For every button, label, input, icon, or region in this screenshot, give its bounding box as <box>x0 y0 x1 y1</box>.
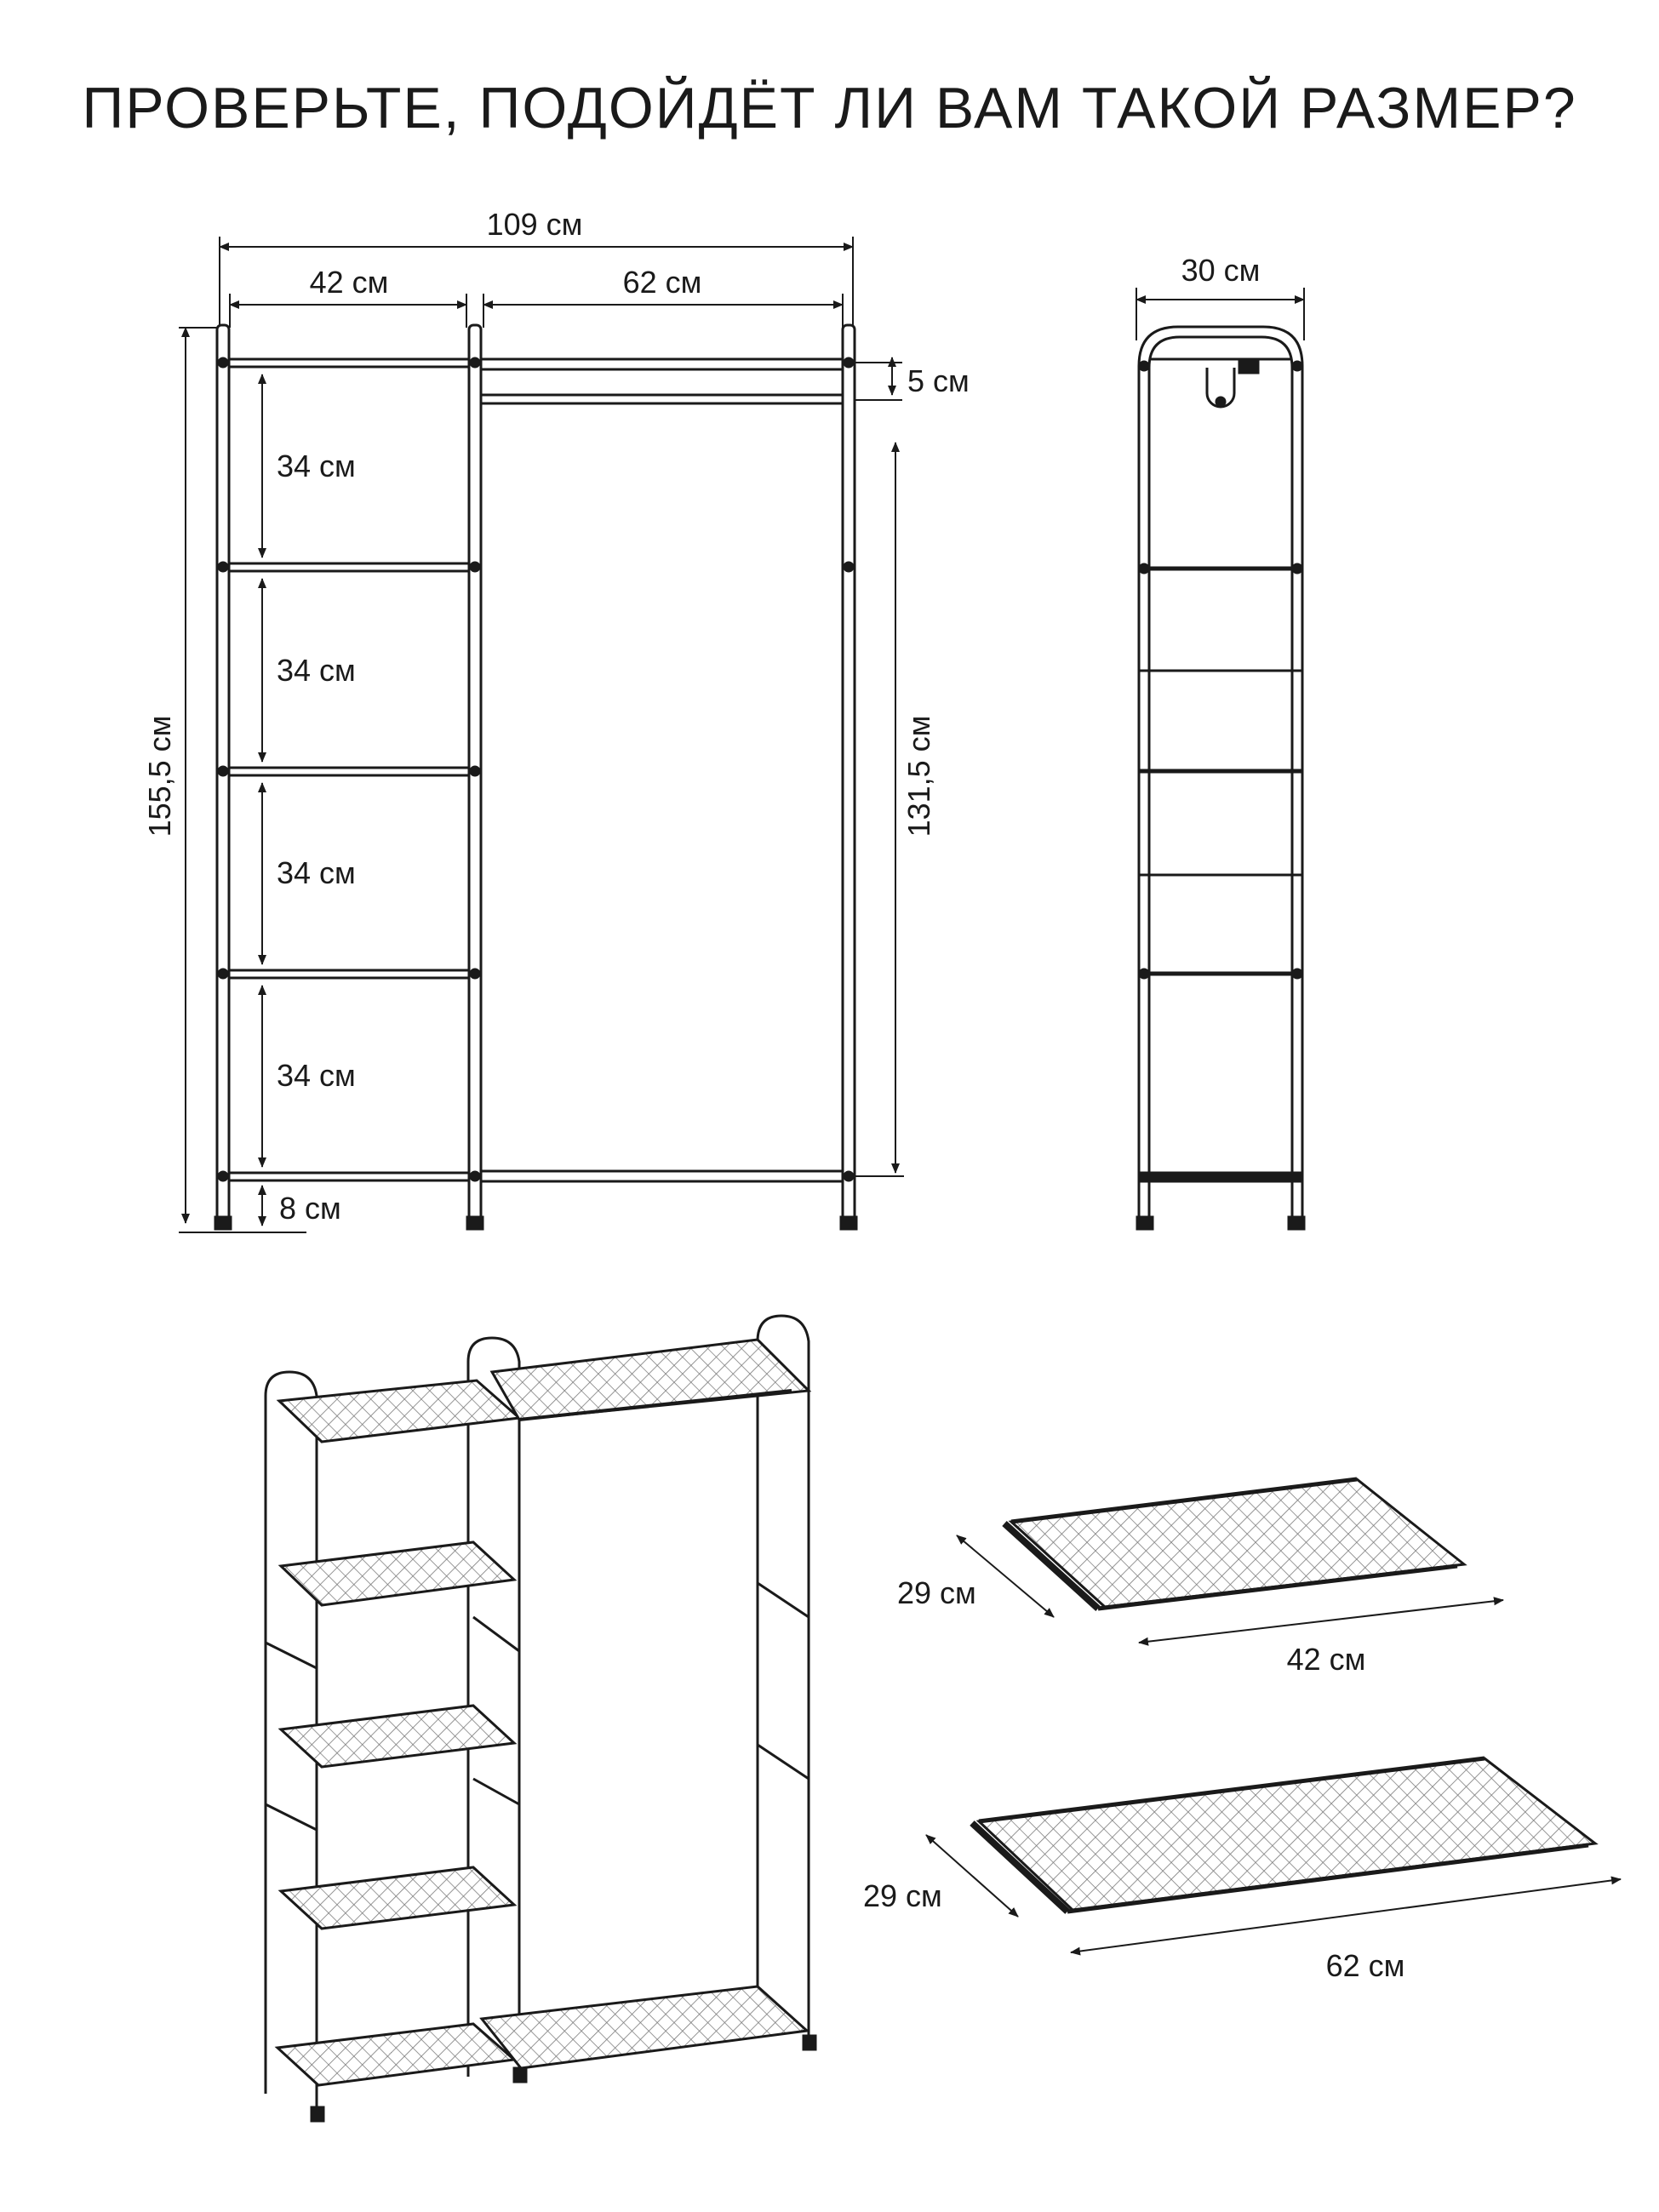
shelf-gap-label: 34 см <box>277 1058 356 1093</box>
large-shelf-bottom <box>482 1986 807 2068</box>
small-shelf-length-label: 42 см <box>1286 1642 1366 1677</box>
shelf-small-detail <box>957 1479 1503 1643</box>
side-view <box>1136 288 1304 1229</box>
shelf-gap-label: 34 см <box>277 449 356 483</box>
rail-height-label: 131,5 см <box>901 715 936 837</box>
shelf-gap-label: 34 см <box>277 855 356 890</box>
small-shelf-depth-label: 29 см <box>897 1575 976 1610</box>
right-top-shelf <box>481 359 843 369</box>
small-shelf-length-line <box>1139 1600 1503 1643</box>
shelf-gap-label: 34 см <box>277 653 356 688</box>
side-outer-frame <box>1139 327 1302 1223</box>
total-height-label: 155,5 см <box>142 715 177 837</box>
right-bottom-shelf <box>481 1171 843 1181</box>
left-shelf-3 <box>229 768 469 775</box>
page-title: ПРОВЕРЬТЕ, ПОДОЙДЁТ ЛИ ВАМ ТАКОЙ РАЗМЕР? <box>82 76 1577 140</box>
left-shelf-5 <box>229 1173 469 1180</box>
left-shelf-2 <box>229 563 469 571</box>
left-width-label: 42 см <box>309 265 389 300</box>
rack-perspective <box>266 1316 815 2121</box>
shelf-large-detail <box>926 1758 1621 1952</box>
total-width-label: 109 см <box>486 207 583 242</box>
right-frame-loop <box>758 1316 809 2043</box>
side-depth-label: 30 см <box>1181 253 1261 288</box>
top-gap-label: 5 см <box>907 363 970 398</box>
bottom-clearance-label: 8 см <box>279 1191 341 1226</box>
right-width-label: 62 см <box>622 265 702 300</box>
side-inner-frame <box>1149 337 1292 1223</box>
large-shelf-depth-label: 29 см <box>863 1878 942 1913</box>
hanging-rail <box>481 395 843 403</box>
right-post <box>843 325 855 1223</box>
left-shelf-4 <box>229 970 469 978</box>
large-shelf-length-label: 62 см <box>1325 1948 1405 1983</box>
left-shelf-1 <box>229 359 469 367</box>
